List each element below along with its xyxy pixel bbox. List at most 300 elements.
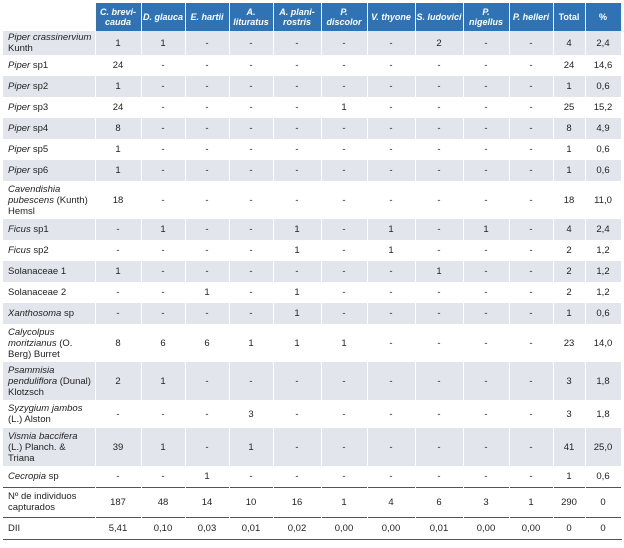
- value-cell: -: [273, 97, 321, 118]
- value-cell: -: [509, 261, 553, 282]
- value-cell: 2,4: [585, 31, 621, 55]
- value-cell: -: [321, 181, 367, 219]
- value-cell: 2: [415, 31, 463, 55]
- value-cell: -: [229, 76, 273, 97]
- value-cell: -: [509, 362, 553, 400]
- value-cell: -: [229, 31, 273, 55]
- value-cell: -: [273, 118, 321, 139]
- value-cell: -: [367, 31, 415, 55]
- value-cell: 1: [367, 219, 415, 240]
- value-cell: 1: [273, 219, 321, 240]
- value-cell: -: [95, 466, 141, 487]
- value-cell: -: [367, 303, 415, 324]
- value-cell: 18: [95, 181, 141, 219]
- species-name-authority: sp: [61, 308, 75, 319]
- value-cell: 1: [185, 466, 229, 487]
- value-cell: 25: [553, 97, 585, 118]
- value-cell: 6: [415, 487, 463, 517]
- value-cell: 0,10: [141, 517, 185, 539]
- value-cell: 16: [273, 487, 321, 517]
- value-cell: 0,00: [509, 517, 553, 539]
- value-cell: 1: [553, 76, 585, 97]
- species-name-italic: Piper: [8, 123, 31, 134]
- species-name-italic: Vismia baccifera: [8, 430, 78, 442]
- value-cell: 4: [553, 219, 585, 240]
- species-name-italic: Calycolpus moritzianus: [8, 326, 57, 349]
- value-cell: -: [229, 219, 273, 240]
- value-cell: -: [463, 160, 509, 181]
- value-cell: -: [509, 97, 553, 118]
- value-cell: -: [95, 219, 141, 240]
- value-cell: -: [415, 118, 463, 139]
- value-cell: 1: [95, 31, 141, 55]
- value-cell: 1: [553, 303, 585, 324]
- column-header: P. discolor: [321, 3, 367, 31]
- value-cell: -: [509, 160, 553, 181]
- value-cell: 0,6: [585, 466, 621, 487]
- table-row: [3, 160, 621, 181]
- value-cell: 14,6: [585, 55, 621, 76]
- value-cell: -: [273, 181, 321, 219]
- value-cell: -: [185, 160, 229, 181]
- table-row: [3, 118, 621, 139]
- value-cell: 4: [367, 487, 415, 517]
- value-cell: -: [273, 261, 321, 282]
- value-cell: 0,6: [585, 160, 621, 181]
- value-cell: 1,2: [585, 282, 621, 303]
- value-cell: -: [415, 282, 463, 303]
- value-cell: -: [185, 303, 229, 324]
- species-name-authority: (O. Berg) Burret: [8, 337, 73, 360]
- value-cell: 2: [95, 362, 141, 400]
- value-cell: 1,8: [585, 400, 621, 428]
- species-name-authority: sp2: [30, 81, 49, 92]
- species-name-italic: Cavendishia pubescens: [8, 183, 61, 206]
- species-name-cell: [3, 240, 95, 261]
- table-footer: [3, 487, 621, 539]
- value-cell: -: [463, 139, 509, 160]
- column-header: S. ludovici: [415, 3, 463, 31]
- value-cell: 0,6: [585, 76, 621, 97]
- value-cell: 1,2: [585, 240, 621, 261]
- value-cell: 1: [415, 261, 463, 282]
- value-cell: -: [509, 219, 553, 240]
- value-cell: -: [273, 400, 321, 428]
- value-cell: -: [229, 118, 273, 139]
- value-cell: 3: [553, 400, 585, 428]
- value-cell: -: [321, 400, 367, 428]
- value-cell: 1: [553, 466, 585, 487]
- species-name-authority: sp3: [30, 102, 49, 113]
- value-cell: 2: [553, 282, 585, 303]
- value-cell: 1: [229, 324, 273, 362]
- value-cell: 0: [585, 487, 621, 517]
- value-cell: -: [509, 240, 553, 261]
- value-cell: -: [141, 303, 185, 324]
- value-cell: -: [321, 118, 367, 139]
- value-cell: -: [141, 240, 185, 261]
- value-cell: 0,00: [321, 517, 367, 539]
- value-cell: -: [415, 55, 463, 76]
- value-cell: -: [95, 282, 141, 303]
- value-cell: 23: [553, 324, 585, 362]
- value-cell: -: [463, 428, 509, 466]
- value-cell: 1: [141, 31, 185, 55]
- value-cell: -: [141, 466, 185, 487]
- value-cell: -: [415, 219, 463, 240]
- value-cell: 14,0: [585, 324, 621, 362]
- value-cell: 0,02: [273, 517, 321, 539]
- value-cell: 1: [273, 324, 321, 362]
- value-cell: 24: [95, 97, 141, 118]
- value-cell: -: [141, 118, 185, 139]
- value-cell: -: [185, 31, 229, 55]
- header-corner: [3, 3, 95, 31]
- value-cell: -: [229, 160, 273, 181]
- value-cell: -: [463, 466, 509, 487]
- value-cell: -: [321, 76, 367, 97]
- dii-row: [3, 517, 621, 539]
- value-cell: -: [273, 160, 321, 181]
- table-row: [3, 466, 621, 487]
- value-cell: 1: [321, 487, 367, 517]
- value-cell: -: [229, 240, 273, 261]
- species-name-cell: [3, 31, 95, 55]
- value-cell: -: [367, 428, 415, 466]
- value-cell: -: [321, 55, 367, 76]
- value-cell: 48: [141, 487, 185, 517]
- species-name-authority: (Kunth) Hemsl: [8, 194, 88, 217]
- species-name-authority: Solanaceae 1: [8, 266, 67, 277]
- species-name-authority: sp1: [30, 224, 49, 235]
- species-name-cell: [3, 118, 95, 139]
- species-name-cell: [3, 181, 95, 219]
- table-row: [3, 428, 621, 466]
- value-cell: 3: [229, 400, 273, 428]
- value-cell: -: [229, 97, 273, 118]
- table-row: [3, 97, 621, 118]
- value-cell: -: [415, 466, 463, 487]
- value-cell: -: [415, 97, 463, 118]
- value-cell: -: [415, 362, 463, 400]
- value-cell: -: [185, 400, 229, 428]
- value-cell: 6: [141, 324, 185, 362]
- value-cell: -: [463, 282, 509, 303]
- value-cell: 1,8: [585, 362, 621, 400]
- value-cell: -: [509, 466, 553, 487]
- value-cell: 1: [95, 261, 141, 282]
- value-cell: -: [367, 139, 415, 160]
- species-frequency-table: [3, 3, 622, 540]
- totals-row-label: Nº de individuos capturados: [3, 487, 95, 517]
- value-cell: 0: [585, 517, 621, 539]
- value-cell: 0,6: [585, 139, 621, 160]
- value-cell: 1,2: [585, 261, 621, 282]
- value-cell: -: [141, 97, 185, 118]
- value-cell: -: [509, 118, 553, 139]
- value-cell: -: [509, 324, 553, 362]
- value-cell: -: [321, 362, 367, 400]
- species-name-authority: (Dunal) Klotzsch: [8, 375, 91, 398]
- table-container: [3, 3, 621, 540]
- table-row: [3, 303, 621, 324]
- column-header: D. glauca: [141, 3, 185, 31]
- value-cell: -: [367, 97, 415, 118]
- value-cell: -: [95, 303, 141, 324]
- value-cell: -: [185, 261, 229, 282]
- value-cell: -: [321, 219, 367, 240]
- species-name-italic: Piper crassinervium: [8, 32, 92, 43]
- table-row: [3, 400, 621, 428]
- value-cell: -: [463, 97, 509, 118]
- column-header: E. hartii: [185, 3, 229, 31]
- value-cell: -: [185, 97, 229, 118]
- value-cell: -: [185, 76, 229, 97]
- value-cell: -: [273, 362, 321, 400]
- column-header: P. helleri: [509, 3, 553, 31]
- value-cell: -: [367, 181, 415, 219]
- species-name-cell: [3, 428, 95, 466]
- value-cell: 0,01: [415, 517, 463, 539]
- value-cell: -: [463, 181, 509, 219]
- value-cell: 1: [553, 139, 585, 160]
- value-cell: 1: [141, 219, 185, 240]
- value-cell: 0,00: [367, 517, 415, 539]
- value-cell: -: [321, 139, 367, 160]
- species-name-italic: Piper: [8, 144, 31, 155]
- value-cell: 1: [141, 362, 185, 400]
- value-cell: -: [415, 324, 463, 362]
- value-cell: -: [273, 428, 321, 466]
- value-cell: -: [273, 139, 321, 160]
- value-cell: -: [463, 31, 509, 55]
- species-name-italic: Piper: [8, 81, 31, 92]
- value-cell: 10: [229, 487, 273, 517]
- value-cell: -: [273, 76, 321, 97]
- value-cell: -: [509, 76, 553, 97]
- value-cell: -: [185, 362, 229, 400]
- species-name-authority: sp6: [30, 165, 49, 176]
- value-cell: 15,2: [585, 97, 621, 118]
- value-cell: -: [415, 303, 463, 324]
- species-name-cell: [3, 55, 95, 76]
- species-name-cell: [3, 160, 95, 181]
- value-cell: -: [415, 76, 463, 97]
- species-name-authority: (L.) Planch. & Triana: [8, 441, 66, 464]
- value-cell: 0,01: [229, 517, 273, 539]
- species-name-italic: Piper: [8, 165, 31, 176]
- table-row: [3, 261, 621, 282]
- value-cell: -: [415, 160, 463, 181]
- value-cell: -: [509, 303, 553, 324]
- value-cell: -: [509, 181, 553, 219]
- column-header: A. lituratus: [229, 3, 273, 31]
- value-cell: -: [463, 324, 509, 362]
- value-cell: -: [367, 261, 415, 282]
- species-name-cell: [3, 400, 95, 428]
- dii-row-label: DII: [3, 517, 95, 539]
- species-name-authority: (L.) Alston: [8, 414, 51, 425]
- value-cell: -: [141, 160, 185, 181]
- value-cell: -: [367, 160, 415, 181]
- value-cell: 1: [273, 303, 321, 324]
- value-cell: -: [509, 55, 553, 76]
- column-header: %: [585, 3, 621, 31]
- value-cell: -: [185, 55, 229, 76]
- table-body: [3, 31, 621, 487]
- table-row: [3, 55, 621, 76]
- value-cell: -: [321, 261, 367, 282]
- value-cell: 3: [553, 362, 585, 400]
- value-cell: -: [321, 282, 367, 303]
- column-header: C. brevi-cauda: [95, 3, 141, 31]
- value-cell: -: [509, 31, 553, 55]
- value-cell: 0: [553, 517, 585, 539]
- species-name-cell: [3, 466, 95, 487]
- value-cell: -: [185, 118, 229, 139]
- species-name-authority: sp5: [30, 144, 49, 155]
- value-cell: -: [141, 282, 185, 303]
- value-cell: 4,9: [585, 118, 621, 139]
- species-name-cell: [3, 97, 95, 118]
- column-header: V. thyone: [367, 3, 415, 31]
- species-name-cell: [3, 76, 95, 97]
- value-cell: -: [321, 303, 367, 324]
- table-row: [3, 324, 621, 362]
- value-cell: -: [141, 139, 185, 160]
- value-cell: -: [415, 428, 463, 466]
- value-cell: 24: [95, 55, 141, 76]
- value-cell: 24: [553, 55, 585, 76]
- value-cell: -: [185, 219, 229, 240]
- value-cell: 1: [463, 219, 509, 240]
- species-name-authority: sp: [46, 470, 59, 482]
- value-cell: -: [367, 55, 415, 76]
- value-cell: 1: [367, 240, 415, 261]
- species-name-italic: Psammisia penduliflora: [8, 364, 58, 387]
- value-cell: -: [367, 362, 415, 400]
- column-header: Total: [553, 3, 585, 31]
- species-name-authority: Solanaceae 2: [8, 287, 67, 298]
- value-cell: 11,0: [585, 181, 621, 219]
- value-cell: 5,41: [95, 517, 141, 539]
- value-cell: -: [463, 303, 509, 324]
- value-cell: 8: [553, 118, 585, 139]
- value-cell: -: [321, 160, 367, 181]
- value-cell: -: [141, 76, 185, 97]
- value-cell: -: [463, 240, 509, 261]
- value-cell: -: [229, 261, 273, 282]
- table-row: [3, 282, 621, 303]
- value-cell: 187: [95, 487, 141, 517]
- table-row: [3, 139, 621, 160]
- value-cell: 0,00: [463, 517, 509, 539]
- value-cell: 39: [95, 428, 141, 466]
- value-cell: -: [321, 466, 367, 487]
- value-cell: -: [321, 428, 367, 466]
- species-name-italic: Xanthosoma: [8, 308, 62, 319]
- value-cell: 1: [509, 487, 553, 517]
- value-cell: -: [229, 55, 273, 76]
- value-cell: 6: [185, 324, 229, 362]
- table-header-row: [3, 3, 621, 31]
- totals-row: [3, 487, 621, 517]
- value-cell: 8: [95, 118, 141, 139]
- table-row: [3, 181, 621, 219]
- species-name-italic: Ficus: [8, 224, 31, 235]
- column-header: A. plani-rostris: [273, 3, 321, 31]
- value-cell: 1: [553, 160, 585, 181]
- species-name-authority: sp1: [30, 60, 49, 71]
- value-cell: -: [141, 400, 185, 428]
- table-row: [3, 362, 621, 400]
- species-name-authority: sp2: [30, 245, 49, 256]
- value-cell: 1: [321, 324, 367, 362]
- value-cell: 41: [553, 428, 585, 466]
- value-cell: -: [229, 303, 273, 324]
- value-cell: 14: [185, 487, 229, 517]
- value-cell: -: [185, 181, 229, 219]
- value-cell: -: [367, 282, 415, 303]
- value-cell: -: [463, 261, 509, 282]
- species-name-cell: [3, 324, 95, 362]
- value-cell: -: [273, 466, 321, 487]
- value-cell: -: [463, 118, 509, 139]
- value-cell: -: [367, 76, 415, 97]
- species-name-italic: Piper: [8, 102, 31, 113]
- column-header: P. nigellus: [463, 3, 509, 31]
- value-cell: -: [273, 55, 321, 76]
- value-cell: -: [229, 282, 273, 303]
- species-name-italic: Syzygium jambos: [8, 403, 83, 414]
- value-cell: -: [463, 55, 509, 76]
- value-cell: -: [509, 139, 553, 160]
- value-cell: -: [367, 118, 415, 139]
- table-row: [3, 31, 621, 55]
- value-cell: -: [463, 76, 509, 97]
- value-cell: 1: [185, 282, 229, 303]
- value-cell: 0,6: [585, 303, 621, 324]
- value-cell: 0,03: [185, 517, 229, 539]
- value-cell: -: [415, 181, 463, 219]
- value-cell: 2: [553, 261, 585, 282]
- value-cell: -: [509, 428, 553, 466]
- table-row: [3, 76, 621, 97]
- value-cell: -: [367, 400, 415, 428]
- value-cell: 1: [273, 282, 321, 303]
- value-cell: -: [141, 261, 185, 282]
- value-cell: 2: [553, 240, 585, 261]
- species-name-authority: Kunth: [8, 43, 33, 54]
- value-cell: 4: [553, 31, 585, 55]
- value-cell: 1: [95, 160, 141, 181]
- value-cell: -: [141, 181, 185, 219]
- value-cell: 1: [141, 428, 185, 466]
- value-cell: -: [367, 466, 415, 487]
- value-cell: 1: [321, 97, 367, 118]
- value-cell: -: [95, 400, 141, 428]
- value-cell: -: [509, 282, 553, 303]
- species-name-cell: [3, 139, 95, 160]
- value-cell: -: [321, 240, 367, 261]
- value-cell: -: [229, 466, 273, 487]
- species-name-cell: [3, 219, 95, 240]
- value-cell: -: [321, 31, 367, 55]
- value-cell: -: [509, 400, 553, 428]
- value-cell: -: [185, 428, 229, 466]
- value-cell: 18: [553, 181, 585, 219]
- value-cell: -: [141, 55, 185, 76]
